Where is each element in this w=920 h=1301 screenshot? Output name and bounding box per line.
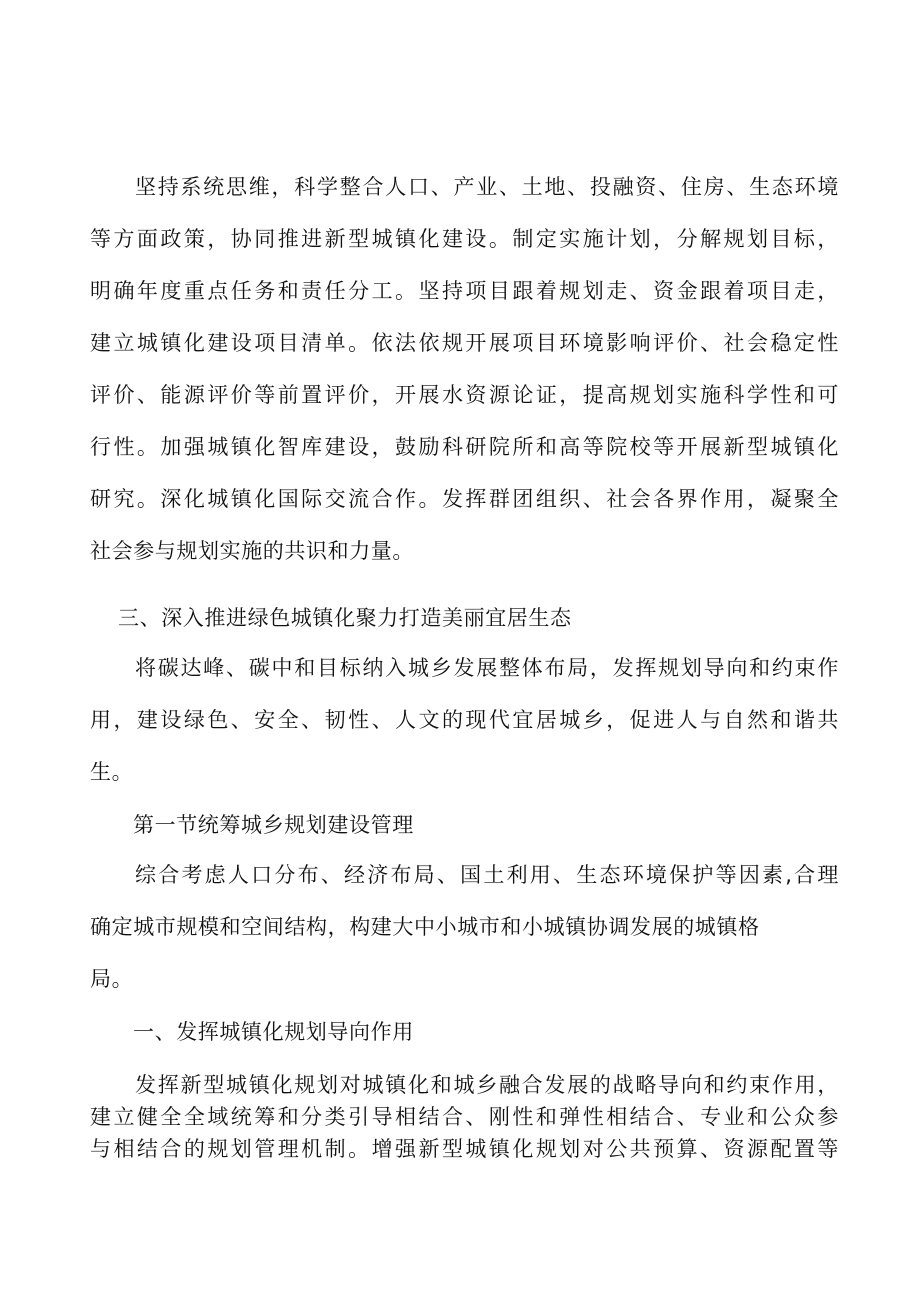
paragraph-1-line-7: 研究。深化城镇化国际交流合作。发挥群团组织、社会各界作用，凝聚全 [90,487,839,511]
section-heading-3: 三、深入推进绿色城镇化聚力打造美丽宜居生态 [118,606,572,630]
paragraph-1-line-5: 评价、能源评价等前置评价，开展水资源论证，提高规划实施科学性和可 [90,383,839,407]
paragraph-1-line-1: 坚持系统思维，科学整合人口、产业、土地、投融资、住房、生态环境 [135,175,839,199]
paragraph-3-line-1: 将碳达峰、碳中和目标纳入城乡发展整体布局，发挥规划导向和约束作 [135,656,839,680]
paragraph-1-line-3: 明确年度重点任务和责任分工。坚持项目跟着规划走、资金跟着项目走， [90,279,839,303]
paragraph-5-line-1: 综合考虑人口分布、经济布局、国土利用、生态环境保护等因素,合理 [135,863,839,887]
paragraph-3-line-2: 用，建设绿色、安全、韧性、人文的现代宜居城乡，促进人与自然和谐共 [90,708,839,732]
subsection-heading-1: 一、发挥城镇化规划导向作用 [133,1020,414,1044]
paragraph-7-line-2: 建立健全全域统筹和分类引导相结合、刚性和弹性相结合、专业和公众参 [90,1105,839,1129]
paragraph-1-line-4: 建立城镇化建设项目清单。依法依规开展项目环境影响评价、社会稳定性 [90,331,839,355]
paragraph-3-line-3: 生。 [90,760,134,784]
paragraph-5-line-3: 局。 [90,967,134,991]
section-heading-1: 第一节统筹城乡规划建设管理 [133,813,414,837]
paragraph-7-line-1: 发挥新型城镇化规划对城镇化和城乡融合发展的战略导向和约束作用， [135,1073,839,1097]
paragraph-1-line-8: 社会参与规划实施的共识和力量。 [90,539,414,563]
paragraph-1-line-6: 行性。加强城镇化智库建设，鼓励科研院所和高等院校等开展新型城镇化 [90,435,839,459]
paragraph-5-line-2: 确定城市规模和空间结构，构建大中小城市和小城镇协调发展的城镇格 [90,915,760,939]
paragraph-1-line-2: 等方面政策，协同推进新型城镇化建设。制定实施计划，分解规划目标， [90,227,839,251]
paragraph-7-line-3: 与相结合的规划管理机制。增强新型城镇化规划对公共预算、资源配置等 [90,1137,839,1161]
